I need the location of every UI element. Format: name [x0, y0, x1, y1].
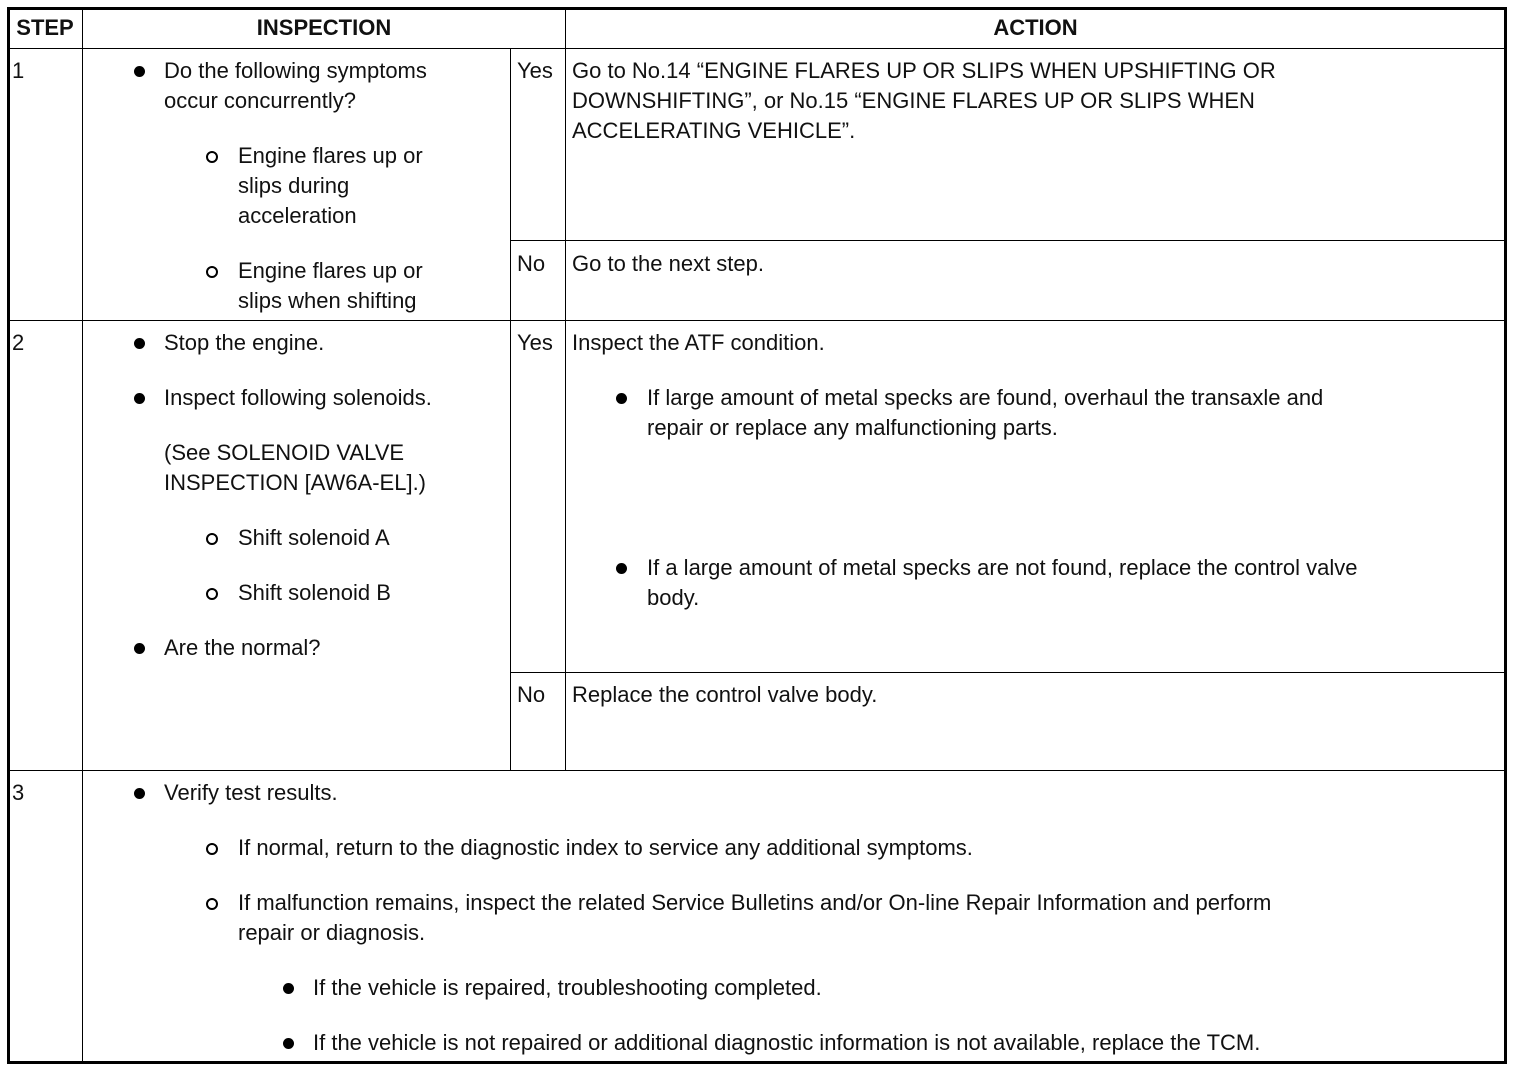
bullet-dot-icon	[616, 393, 627, 404]
bullet-circle-icon	[206, 588, 218, 600]
bullet-dot-icon	[134, 338, 145, 349]
inspection-text: Do the following symptoms	[164, 58, 427, 83]
inspection-text: occur concurrently?	[164, 88, 356, 113]
action-text: If a large amount of metal specks are not found, replace the control valve	[647, 555, 1358, 580]
step-number: 1	[12, 58, 25, 83]
grid-line	[8, 770, 1505, 771]
inspection-text: slips when shifting	[238, 288, 417, 313]
inspection-text: Are the normal?	[164, 635, 321, 660]
inspection-text: slips during	[238, 173, 350, 198]
bullet-circle-icon	[206, 533, 218, 545]
grid-line	[565, 48, 566, 770]
action-text: If large amount of metal specks are found, overhaul the transaxle and	[647, 385, 1324, 410]
bullet-circle-icon	[206, 266, 218, 278]
step-number: 3	[12, 780, 25, 805]
bullet-circle-icon	[206, 151, 218, 163]
inspection-text: Verify test results.	[164, 780, 338, 805]
grid-line	[8, 320, 1505, 321]
header-step: STEP	[16, 15, 74, 40]
no-label: No	[517, 251, 546, 276]
bullet-dot-icon	[283, 1038, 294, 1049]
bullet-dot-icon	[616, 563, 627, 574]
inspection-text: Inspect following solenoids.	[164, 385, 432, 410]
inspection-text: If the vehicle is repaired, troubleshooting completed.	[313, 975, 822, 1000]
yes-label: Yes	[517, 330, 553, 355]
inspection-text: Engine flares up or	[238, 258, 423, 283]
inspection-text: (See SOLENOID VALVE	[164, 440, 405, 465]
grid-line	[82, 8, 83, 1062]
action-text: Inspect the ATF condition.	[572, 330, 825, 355]
step-number: 2	[12, 330, 25, 355]
grid-line	[510, 48, 511, 770]
grid-line	[8, 48, 1505, 49]
header-action: ACTION	[993, 15, 1078, 40]
inspection-text: Engine flares up or	[238, 143, 423, 168]
action-text: repair or replace any malfunctioning parts.	[647, 415, 1058, 440]
bullet-dot-icon	[283, 983, 294, 994]
inspection-text: repair or diagnosis.	[238, 920, 426, 945]
inspection-text: INSPECTION [AW6A-EL].)	[164, 470, 427, 495]
inspection-text: If normal, return to the diagnostic index to service any additional symptoms.	[238, 835, 973, 860]
inspection-text: acceleration	[238, 203, 357, 228]
no-label: No	[517, 682, 546, 707]
inspection-text: If the vehicle is not repaired or additional diagnostic information is not available, replace the TCM.	[313, 1030, 1261, 1055]
inspection-text: If malfunction remains, inspect the related Service Bulletins and/or On-line Repair Information and perform	[238, 890, 1272, 915]
action-text: ACCELERATING VEHICLE”.	[572, 118, 856, 143]
grid-line	[510, 240, 1505, 241]
inspection-text: Stop the engine.	[164, 330, 325, 355]
inspection-text: Shift solenoid A	[238, 525, 390, 550]
bullet-dot-icon	[134, 643, 145, 654]
action-text: Replace the control valve body.	[572, 682, 878, 707]
bullet-dot-icon	[134, 393, 145, 404]
grid-line	[510, 672, 1505, 673]
bullet-circle-icon	[206, 898, 218, 910]
action-text: Go to No.14 “ENGINE FLARES UP OR SLIPS WHEN UPSHIFTING OR	[572, 58, 1276, 83]
action-text: body.	[647, 585, 700, 610]
header-inspection: INSPECTION	[256, 15, 392, 40]
bullet-dot-icon	[134, 66, 145, 77]
action-text: DOWNSHIFTING”, or No.15 “ENGINE FLARES UP OR SLIPS WHEN	[572, 88, 1255, 113]
yes-label: Yes	[517, 58, 553, 83]
action-text: Go to the next step.	[572, 251, 765, 276]
bullet-dot-icon	[134, 788, 145, 799]
bullet-circle-icon	[206, 843, 218, 855]
inspection-text: Shift solenoid B	[238, 580, 391, 605]
